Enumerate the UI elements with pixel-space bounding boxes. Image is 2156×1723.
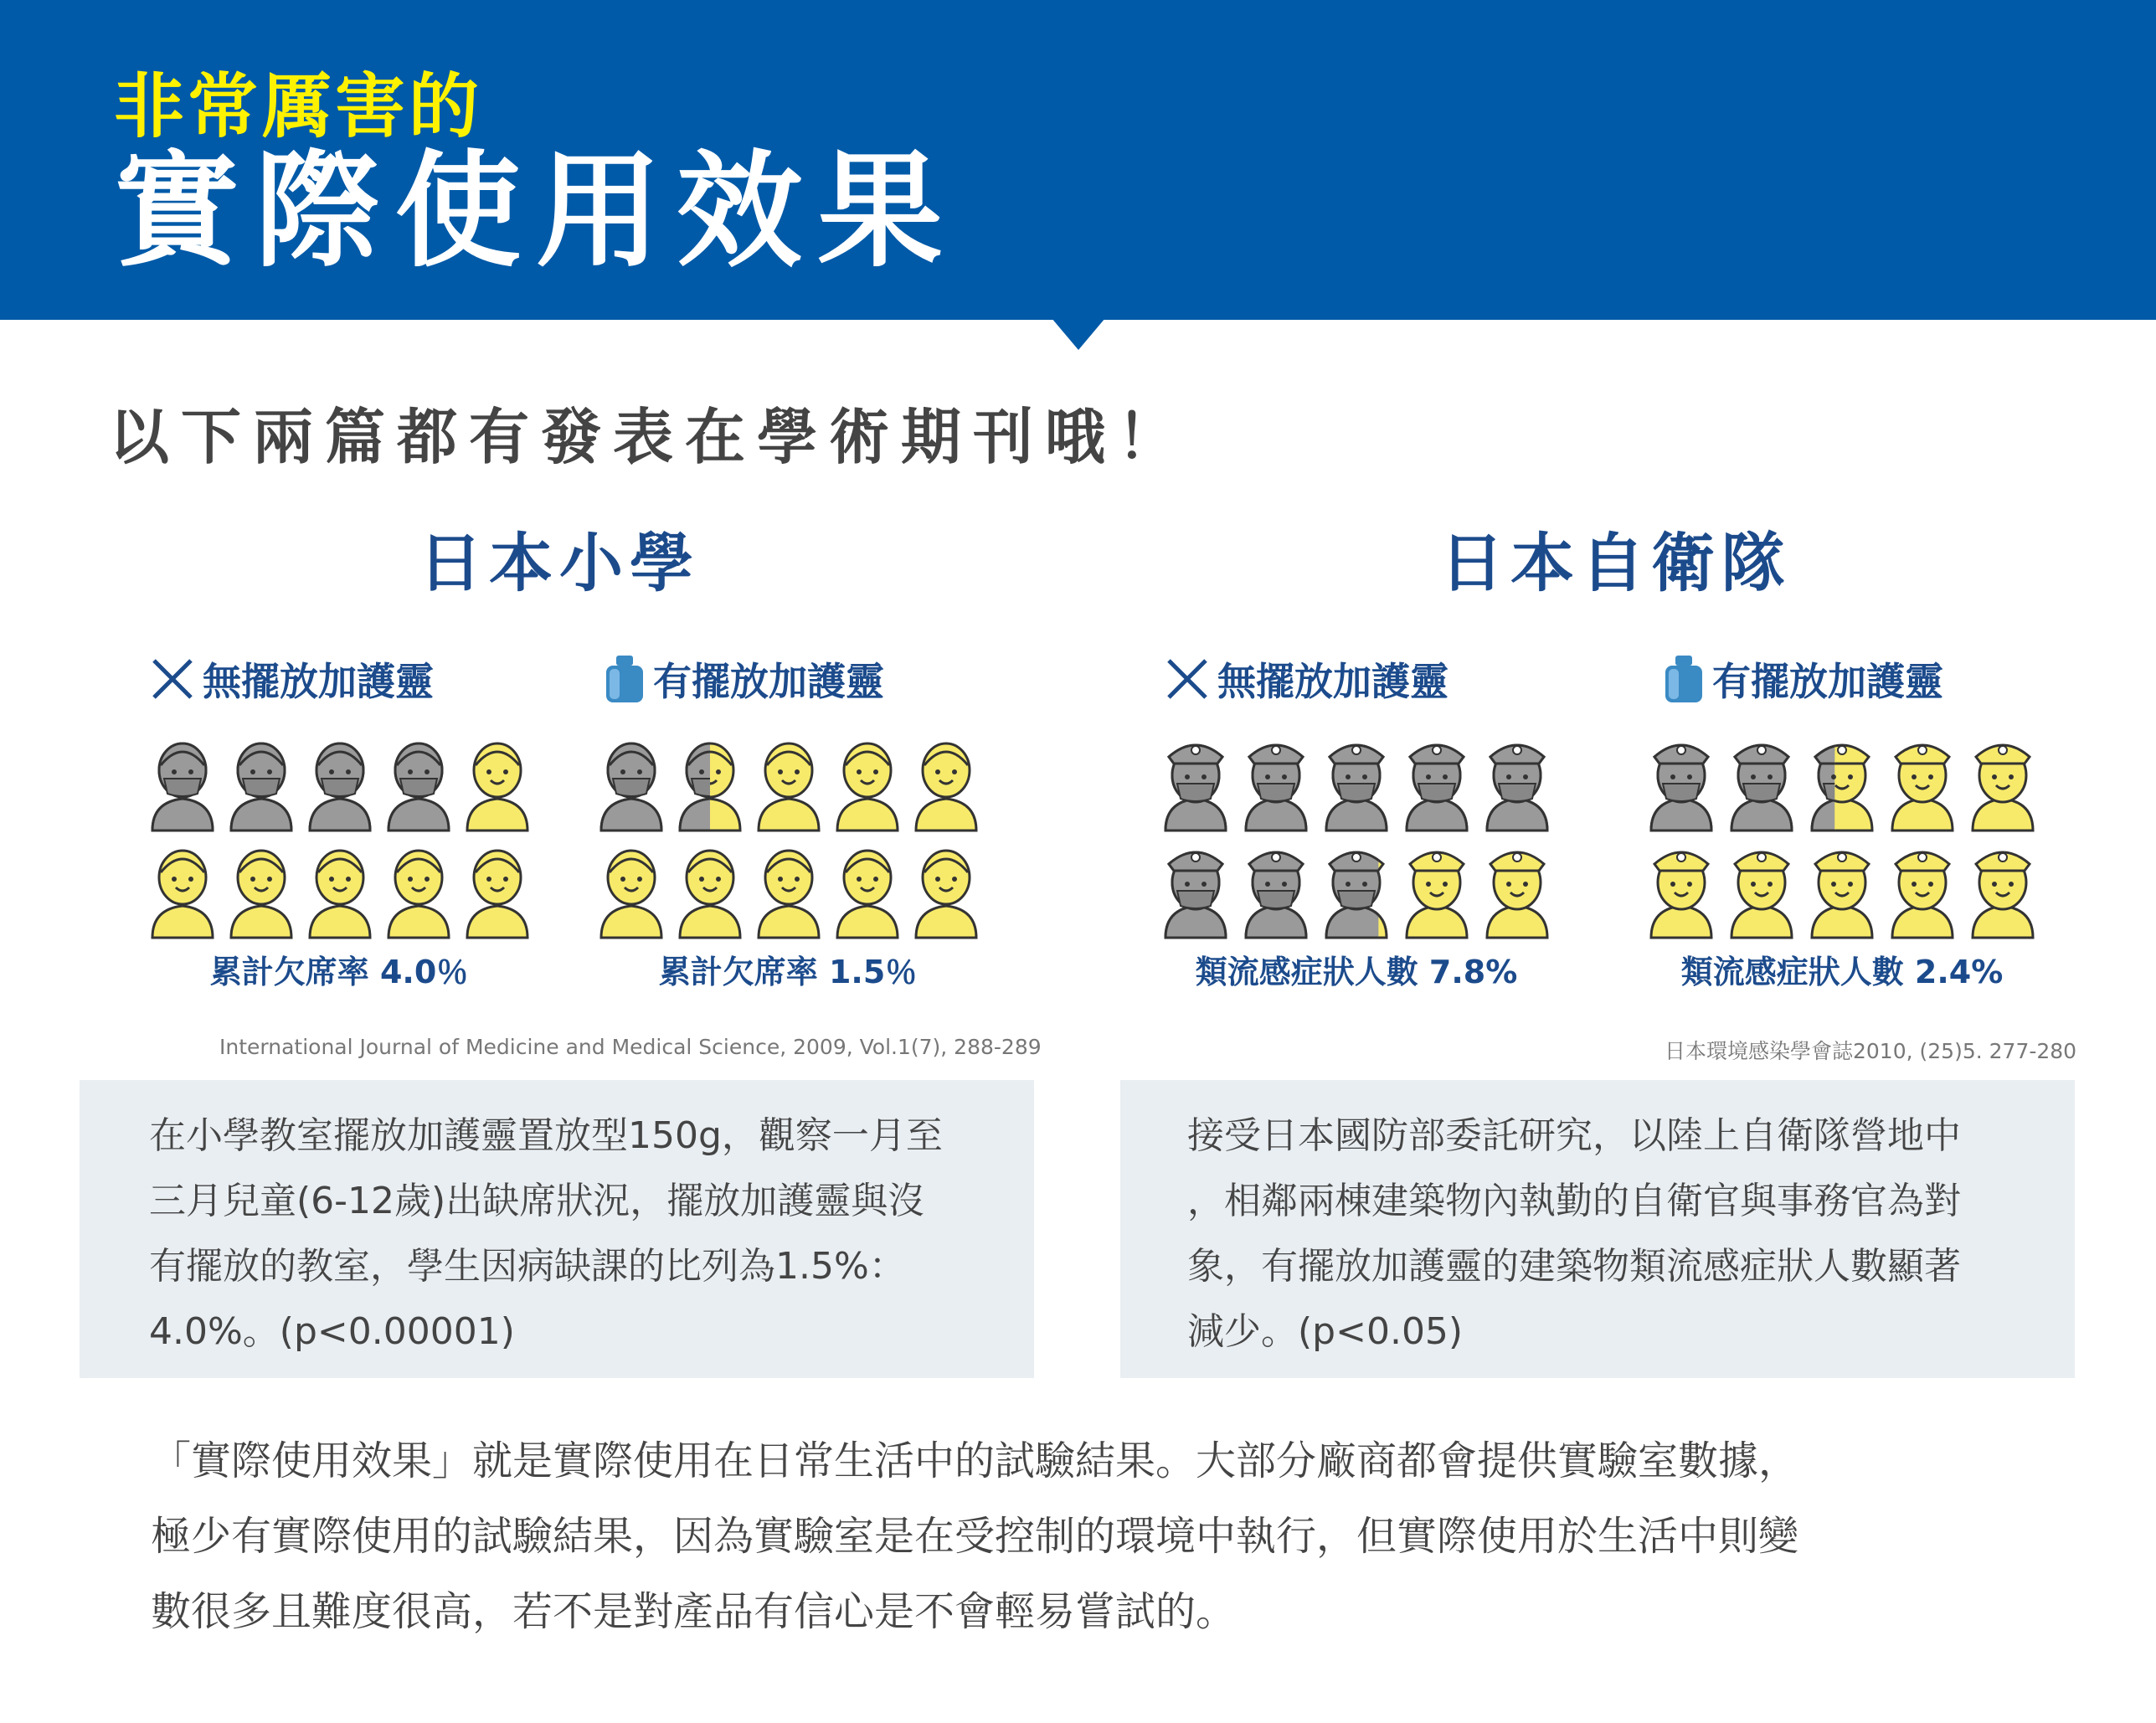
summary-line: 極少有實際使用的試驗結果，因為實驗室是在受控制的環境中執行，但實際使用於生活中則變 bbox=[151, 1513, 1799, 1560]
student-figure-icon bbox=[916, 743, 976, 831]
officer-figure-icon bbox=[1326, 745, 1387, 831]
summary-line: 數很多且難度很高，若不是對產品有信心是不會輕易嘗試的。 bbox=[151, 1588, 1237, 1635]
officer-figure-icon bbox=[1487, 745, 1547, 831]
student-figure-icon bbox=[310, 743, 370, 831]
summary-line: 「實際使用效果」就是實際使用在日常生活中的試驗結果。大部分廠商都會提供實驗室數據， bbox=[151, 1438, 1799, 1484]
description-line: 在小學教室擺放加護靈置放型150g，觀察一月至 bbox=[149, 1114, 943, 1157]
student-figure-icon bbox=[916, 851, 976, 938]
officer-figure-icon bbox=[1892, 852, 1953, 938]
officer-figure-icon bbox=[1165, 745, 1226, 831]
officer-figure-icon bbox=[1973, 745, 2033, 831]
description-line: 接受日本國防部委託研究，以陸上自衛隊營地中 bbox=[1187, 1114, 1961, 1157]
group-label-text: 無擺放加護靈 bbox=[203, 659, 434, 704]
student-figure-icon bbox=[152, 851, 213, 938]
description-line: 三月兒童(6-12歲)出缺席狀況，擺放加護靈與沒 bbox=[149, 1180, 925, 1222]
student-figure-icon bbox=[310, 851, 370, 938]
study-title-sdf: 日本自衛隊 bbox=[1440, 526, 1792, 600]
officer-figure-icon bbox=[1407, 745, 1467, 831]
figure-grid-school-without bbox=[142, 728, 536, 946]
officer-figure-icon bbox=[1407, 852, 1467, 938]
description-line: 減少。(p<0.05) bbox=[1187, 1310, 1464, 1353]
student-figure-icon bbox=[467, 743, 527, 831]
student-figure-icon bbox=[680, 851, 740, 938]
student-figure-icon bbox=[388, 851, 449, 938]
officer-figure-icon bbox=[1973, 852, 2033, 938]
stat-school-with: 累計欠席率 1.5％ bbox=[658, 954, 918, 990]
page-title: 實際使用效果 bbox=[114, 139, 959, 285]
officer-figure-icon bbox=[1651, 745, 1711, 831]
student-figure-icon bbox=[759, 851, 819, 938]
description-line: 象，有擺放加護靈的建築物類流感症狀人數顯著 bbox=[1187, 1245, 1961, 1288]
figure-grid-svg bbox=[142, 728, 536, 943]
description-sdf bbox=[1187, 1103, 1961, 1365]
figure-grid-svg bbox=[1155, 728, 1557, 943]
figure-grid-sdf-with bbox=[1641, 728, 2043, 946]
group-label-school-with bbox=[603, 651, 884, 707]
officer-figure-icon bbox=[1812, 745, 1872, 831]
group-label-school-without bbox=[149, 651, 434, 707]
group-label-text: 有擺放加護靈 bbox=[653, 659, 884, 704]
group-label-sdf-with bbox=[1662, 651, 1943, 707]
officer-figure-icon bbox=[1812, 852, 1872, 938]
citation-school: International Journal of Medicine and Medical Science, 2009, Vol.1(7), 288-289 bbox=[219, 1035, 1042, 1059]
officer-figure-icon bbox=[1487, 852, 1547, 938]
student-figure-icon bbox=[467, 851, 527, 938]
figure-grid-school-with bbox=[591, 728, 985, 946]
student-figure-icon bbox=[601, 851, 661, 938]
student-figure-icon bbox=[152, 743, 213, 831]
officer-figure-icon bbox=[1651, 852, 1711, 938]
summary-paragraph bbox=[151, 1423, 2026, 1649]
student-figure-icon bbox=[231, 743, 291, 831]
officer-figure-icon bbox=[1246, 852, 1306, 938]
description-line: 有擺放的教室，學生因病缺課的比列為1.5%： bbox=[149, 1245, 906, 1288]
bottle-icon bbox=[1662, 654, 1706, 704]
group-label-text: 無擺放加護靈 bbox=[1217, 659, 1448, 704]
x-icon bbox=[149, 656, 196, 702]
group-label-sdf-without bbox=[1164, 651, 1448, 707]
student-figure-icon bbox=[388, 743, 449, 831]
officer-figure-icon bbox=[1246, 745, 1306, 831]
description-line: 4.0%。(p<0.00001) bbox=[149, 1310, 515, 1353]
student-figure-icon bbox=[759, 743, 819, 831]
x-icon bbox=[1164, 656, 1211, 702]
figure-grid-svg bbox=[1641, 728, 2043, 943]
stat-sdf-with: 類流感症狀人數 2.4% bbox=[1680, 954, 2004, 990]
officer-figure-icon bbox=[1892, 745, 1953, 831]
student-figure-icon bbox=[837, 743, 898, 831]
intro-text: 以下兩篇都有發表在學術期刊哦！ bbox=[109, 402, 1190, 472]
stat-school-without: 累計欠席率 4.0％ bbox=[209, 954, 469, 990]
study-title-school: 日本小學 bbox=[419, 526, 700, 600]
student-figure-icon bbox=[837, 851, 898, 938]
officer-figure-icon bbox=[1731, 745, 1792, 831]
student-figure-icon bbox=[601, 743, 661, 831]
student-figure-icon bbox=[680, 743, 740, 831]
figure-grid-svg bbox=[591, 728, 985, 943]
officer-figure-icon bbox=[1326, 852, 1387, 938]
bottle-icon bbox=[603, 654, 646, 704]
citation-sdf: 日本環境感染學會誌2010, (25)5. 277-280 bbox=[1665, 1039, 2077, 1063]
student-figure-icon bbox=[231, 851, 291, 938]
header-banner bbox=[0, 0, 2156, 320]
stat-sdf-without: 類流感症狀人數 7.8% bbox=[1195, 954, 1518, 990]
officer-figure-icon bbox=[1165, 852, 1226, 938]
header-kicker: 非常厲害的 bbox=[114, 65, 483, 147]
group-label-text: 有擺放加護靈 bbox=[1712, 659, 1943, 704]
figure-grid-sdf-without bbox=[1155, 728, 1557, 946]
officer-figure-icon bbox=[1731, 852, 1792, 938]
header-pointer bbox=[1052, 318, 1105, 350]
description-school bbox=[149, 1103, 943, 1365]
description-line: ，相鄰兩棟建築物內執勤的自衛官與事務官為對 bbox=[1187, 1180, 1961, 1222]
